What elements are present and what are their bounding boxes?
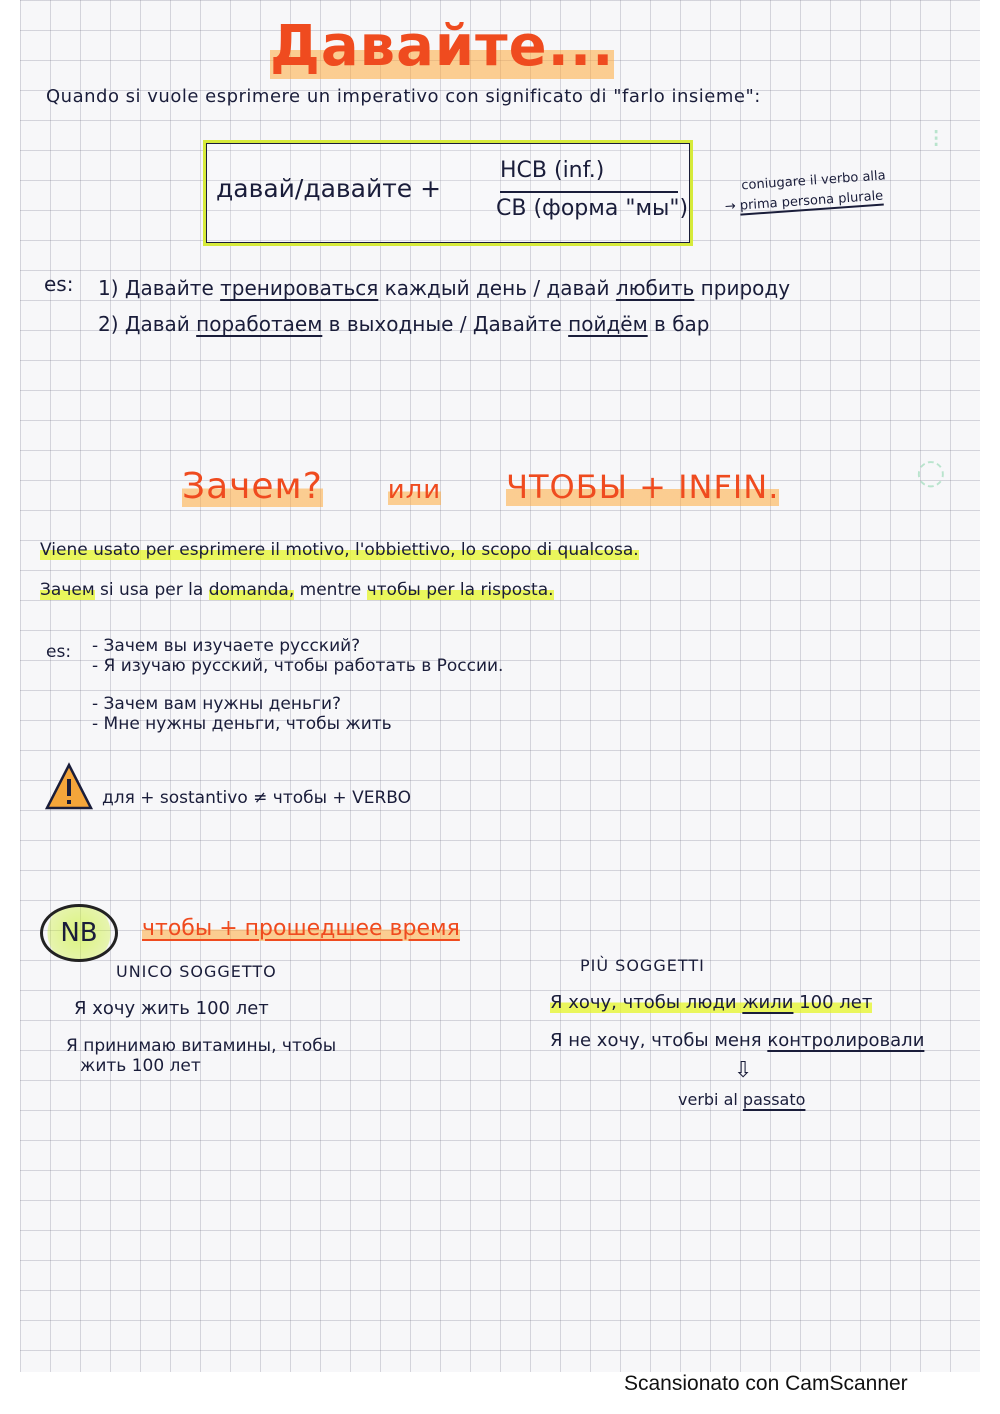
conjugate-note (723, 166, 888, 217)
passato-text: passato (742, 1090, 806, 1109)
ex2-part-e: в бар (647, 312, 710, 336)
warning-icon (44, 762, 94, 812)
right-example-1 (550, 992, 872, 1013)
camscanner-footer: Scansionato con CamScanner (624, 1372, 908, 1395)
usage-zachem: Зачем (40, 580, 95, 600)
example-2 (98, 312, 709, 336)
title-chtoby: ЧТОБЫ + INFIN. (506, 468, 780, 506)
dialog-q2: - Зачем вам нужны деньги? (92, 694, 342, 714)
title-or: или (387, 475, 442, 505)
usage-line-2 (40, 580, 554, 600)
intro-text: Quando si vuole esprimere un imperativo con significato di "farlo insieme": (46, 86, 761, 107)
formula-numerator: НСВ (inf.) (500, 158, 605, 183)
ex2-verb-2: пойдём (568, 312, 648, 336)
dialog-q1: - Зачем вы изучаете русский? (92, 636, 361, 656)
left-example-2-line-2: жить 100 лет (80, 1056, 201, 1076)
es-label-1: es: (44, 272, 74, 296)
es-label-2: es: (46, 642, 72, 662)
dialog-a2: - Мне нужны деньги, чтобы жить (92, 714, 392, 734)
ex2-part-c: в выходные / Давайте (322, 312, 569, 336)
usage-line-1: Viene usato per esprimere il motivo, l'obbiettivo, lo scopo di qualcosa. (40, 540, 639, 560)
usage-risposta: чтобы per la risposta. (366, 580, 554, 600)
bleed-through-mark-2: ◌ (916, 452, 946, 492)
ex1-part-c: каждый день / давай (378, 276, 616, 300)
right-ex1-part-c: 100 лет (793, 992, 873, 1013)
nb-label: NB (60, 918, 98, 948)
right-column-header: PIÙ SOGGETTI (580, 956, 705, 975)
ex2-verb-1: поработаем (196, 312, 323, 336)
arrow-right-icon: → (724, 198, 741, 215)
example-1 (98, 276, 790, 300)
dialog-a1: - Я изучаю русский, чтобы работать в России. (92, 656, 504, 676)
down-arrow-icon: ⇩ (734, 1058, 753, 1083)
ex1-part-a: 1) Давайте (98, 276, 221, 300)
formula-denominator: СВ (форма "мы") (496, 196, 689, 221)
ex2-part-a: 2) Давай (98, 312, 197, 336)
left-column-header: UNICO SOGGETTO (116, 962, 277, 981)
title-zachem (182, 466, 779, 507)
notebook-page (20, 0, 980, 1372)
title-zachem-word: Зачем? (182, 466, 323, 507)
right-example-2 (550, 1030, 924, 1051)
verbi-passato-note (678, 1090, 805, 1109)
right-ex2-part-a: Я не хочу, чтобы меня (550, 1030, 768, 1051)
nb-heading: чтобы + прошедшее время (142, 916, 460, 941)
ex1-verb-1: тренироваться (220, 276, 379, 300)
title-davaite: Давайте... (270, 14, 615, 79)
left-example-2-line-1: Я принимаю витамины, чтобы (66, 1036, 337, 1056)
verbi-text: verbi al (678, 1090, 743, 1109)
ex1-part-e: природу (694, 276, 791, 300)
right-ex1-part-a: Я хочу, чтобы люди (550, 992, 743, 1013)
right-ex2-verb: контролировали (767, 1030, 925, 1051)
bleed-through-mark-1: ⁝ (932, 124, 941, 154)
nb-badge (40, 904, 118, 962)
warning-text: для + sostantivo ≠ чтобы + VERBO (102, 788, 412, 808)
left-example-1: Я хочу жить 100 лет (74, 998, 269, 1019)
right-ex1-verb: жили (742, 992, 794, 1013)
fraction-line (500, 191, 678, 193)
note-line-1: coniugare il verbo alla (740, 168, 887, 194)
usage-text-b: si usa per la (94, 580, 209, 600)
note-line-2-text: prima persona plurale (739, 188, 884, 214)
formula-left: давай/давайте + (216, 174, 442, 203)
left-example-2 (66, 1036, 336, 1076)
ex1-verb-2: любить (615, 276, 695, 300)
usage-text-d: mentre (294, 580, 367, 600)
usage-domanda: domanda, (208, 580, 295, 600)
